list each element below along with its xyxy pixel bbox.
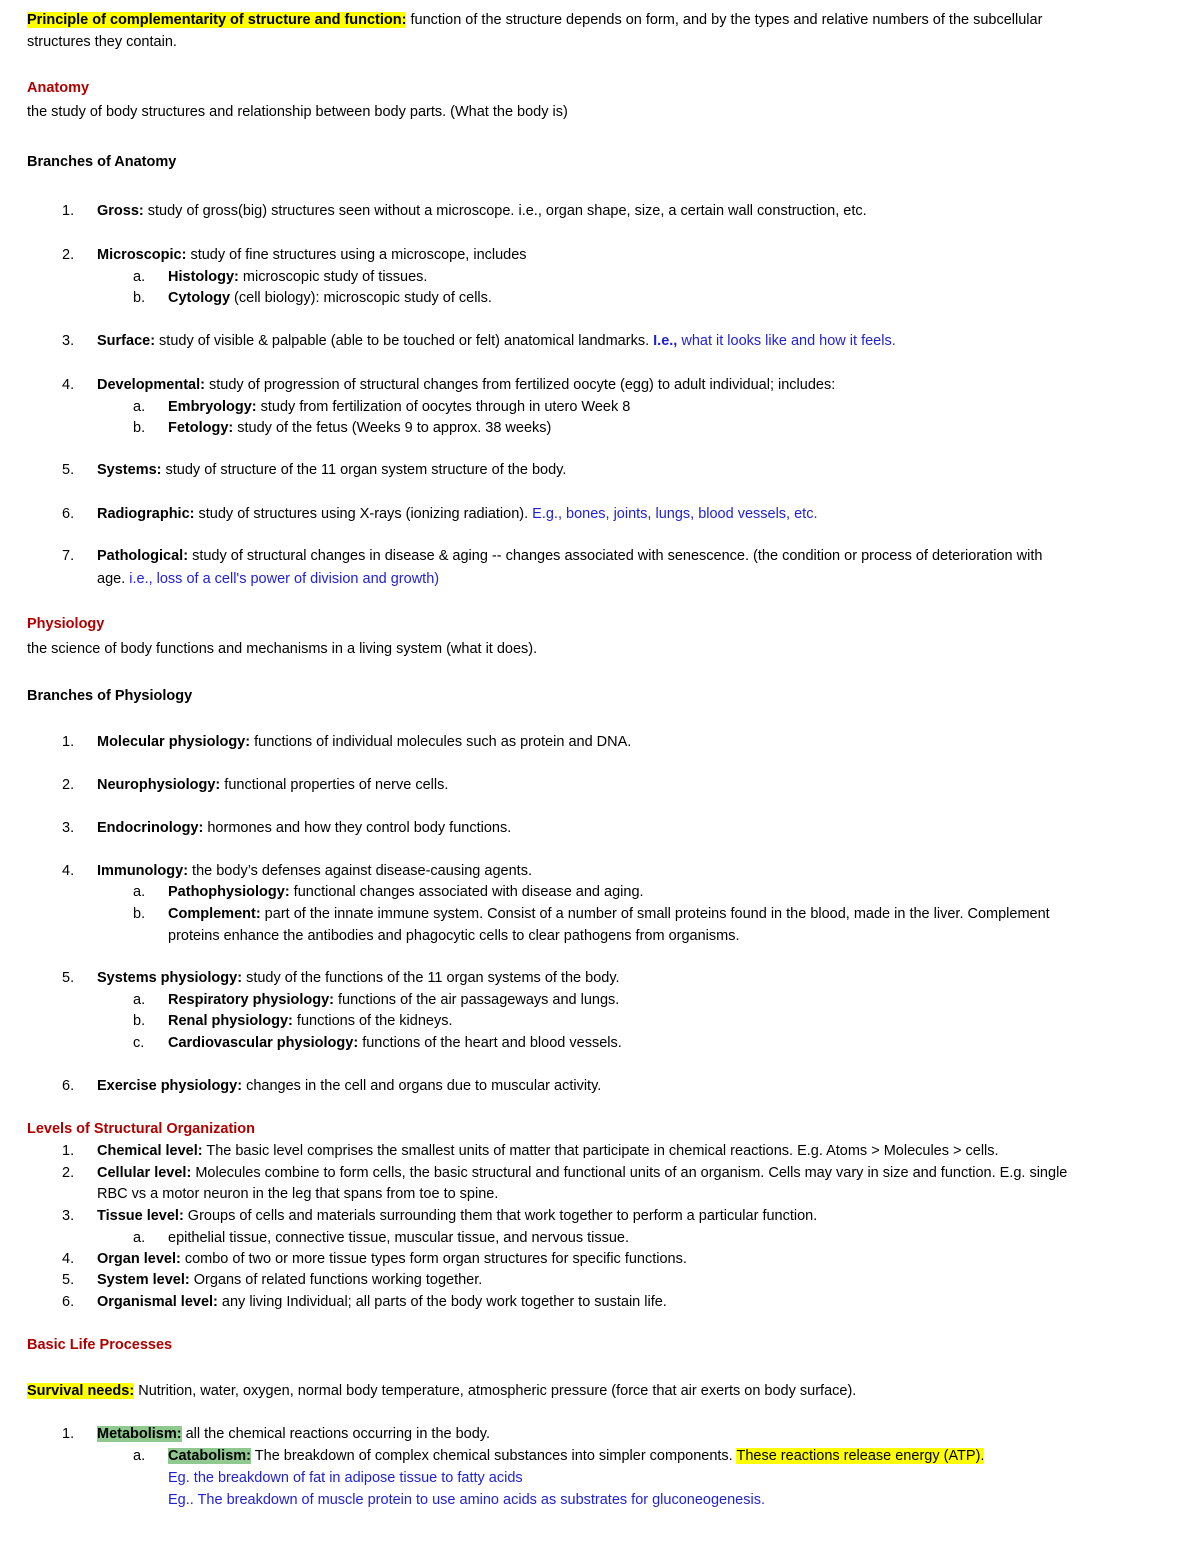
principle-line-2: structures they contain. bbox=[27, 34, 177, 50]
item-term: Microscopic: bbox=[97, 247, 187, 263]
item-term: Organ level: bbox=[97, 1251, 181, 1267]
list-item bbox=[97, 1424, 490, 1444]
item-text: study of the fetus (Weeks 9 to approx. 38 weeks) bbox=[233, 420, 552, 436]
list-item bbox=[97, 1141, 999, 1161]
item-term: Respiratory physiology: bbox=[168, 992, 334, 1008]
item-text: the body’s defenses against disease-causing agents. bbox=[188, 863, 532, 879]
list-number: 1. bbox=[62, 1426, 75, 1442]
item-term: Histology: bbox=[168, 269, 239, 285]
list-item bbox=[97, 732, 631, 752]
list-number: 5. bbox=[62, 970, 75, 986]
item-term: Pathological: bbox=[97, 548, 189, 564]
item-text: any living Individual; all parts of the body work together to sustain life. bbox=[217, 1294, 667, 1310]
item-term: Renal physiology: bbox=[168, 1013, 293, 1029]
sub-letter: a. bbox=[133, 399, 146, 415]
sub-item bbox=[168, 288, 492, 308]
sub-letter: b. bbox=[133, 906, 146, 922]
item-term: Cytology bbox=[168, 290, 231, 306]
item-text: The breakdown of complex chemical substances into simpler components. bbox=[251, 1448, 737, 1464]
item-term: Surface: bbox=[97, 333, 156, 349]
sub-item bbox=[168, 1011, 452, 1031]
list-item bbox=[97, 775, 448, 795]
survival-needs bbox=[27, 1381, 856, 1401]
item-text: Organs of related functions working together. bbox=[189, 1272, 483, 1288]
sub-letter: a. bbox=[133, 1230, 146, 1246]
item-term: Organismal level: bbox=[97, 1294, 218, 1310]
life-heading: Basic Life Processes bbox=[27, 1337, 173, 1353]
item-extra-term: I.e., bbox=[653, 333, 678, 349]
list-item-continued: RBC vs a motor neuron in the leg that spans from toe to spine. bbox=[97, 1186, 499, 1202]
list-number: 1. bbox=[62, 734, 75, 750]
item-term: Radiographic: bbox=[97, 506, 195, 522]
item-term: Catabolism: bbox=[168, 1448, 251, 1464]
item-text: functional changes associated with disease and aging. bbox=[289, 884, 644, 900]
list-item bbox=[97, 968, 620, 988]
item-text: Molecules combine to form cells, the basic structural and functional units of an organism. Cells may vary in size and function. E.g. single bbox=[191, 1165, 1068, 1181]
list-number: 1. bbox=[62, 203, 75, 219]
item-text: study of gross(big) structures seen without a microscope. i.e., organ shape, size, a certain wall construction, etc. bbox=[143, 203, 867, 219]
item-text: microscopic study of tissues. bbox=[238, 269, 428, 285]
list-item bbox=[97, 460, 566, 480]
item-text: age. bbox=[97, 571, 130, 587]
item-extra: what it looks like and how it feels. bbox=[677, 333, 896, 349]
item-term: Systems physiology: bbox=[97, 970, 243, 986]
levels-heading: Levels of Structural Organization bbox=[27, 1121, 256, 1137]
list-number: 6. bbox=[62, 1294, 75, 1310]
sub-item bbox=[168, 882, 644, 902]
item-term: Embryology: bbox=[168, 399, 257, 415]
list-number: 4. bbox=[62, 863, 75, 879]
item-term: Endocrinology: bbox=[97, 820, 204, 836]
sub-letter: c. bbox=[133, 1035, 145, 1051]
physiology-definition: the science of body functions and mechanisms in a living system (what it does). bbox=[27, 641, 538, 657]
item-text: part of the innate immune system. Consist of a number of small proteins found in the blood, made in the liver. Complement bbox=[260, 906, 1050, 922]
item-text: Groups of cells and materials surrounding them that work together to perform a particular function. bbox=[183, 1208, 818, 1224]
sub-letter: a. bbox=[133, 269, 146, 285]
item-text: functions of the heart and blood vessels. bbox=[358, 1035, 622, 1051]
principle-term: Principle of complementarity of structure and function: bbox=[27, 12, 407, 28]
item-term: Cardiovascular physiology: bbox=[168, 1035, 359, 1051]
item-text: study of visible & palpable (able to be touched or felt) anatomical landmarks. bbox=[155, 333, 654, 349]
item-highlight: These reactions release energy (ATP). bbox=[736, 1448, 985, 1464]
sub-letter: b. bbox=[133, 420, 146, 436]
list-item-continued bbox=[97, 569, 439, 589]
sub-letter: b. bbox=[133, 290, 146, 306]
anatomy-definition: the study of body structures and relationship between body parts. (What the body is) bbox=[27, 104, 568, 120]
list-item bbox=[97, 1163, 1067, 1183]
list-number: 7. bbox=[62, 548, 75, 564]
list-number: 3. bbox=[62, 1208, 75, 1224]
item-text: (cell biology): microscopic study of cells. bbox=[230, 290, 492, 306]
item-text: The basic level comprises the smallest units of matter that participate in chemical reactions. E.g. Atoms > Molecules > cells. bbox=[202, 1143, 999, 1159]
survival-term: Survival needs: bbox=[27, 1383, 135, 1399]
item-term: System level: bbox=[97, 1272, 190, 1288]
list-item bbox=[97, 1249, 687, 1269]
sub-item bbox=[168, 1033, 622, 1053]
item-text: study of structure of the 11 organ system structure of the body. bbox=[161, 462, 567, 478]
example-line: Eg.. The breakdown of muscle protein to use amino acids as substrates for gluconeogenesis. bbox=[168, 1492, 765, 1508]
item-term: Metabolism: bbox=[97, 1426, 182, 1442]
sub-letter: a. bbox=[133, 884, 146, 900]
principle-text: function of the structure depends on form, and by the types and relative numbers of the subcellular bbox=[406, 12, 1043, 28]
list-item bbox=[97, 331, 896, 351]
list-item bbox=[97, 861, 532, 881]
sub-item bbox=[168, 904, 1050, 924]
sub-letter: a. bbox=[133, 1448, 146, 1464]
item-term: Molecular physiology: bbox=[97, 734, 251, 750]
item-text: functions of individual molecules such as protein and DNA. bbox=[250, 734, 632, 750]
list-number: 3. bbox=[62, 820, 75, 836]
physiology-heading: Physiology bbox=[27, 616, 105, 632]
item-extra: i.e., loss of a cell's power of division and growth) bbox=[129, 571, 440, 587]
sub-item bbox=[168, 267, 427, 287]
sub-item-continued: proteins enhance the antibodies and phagocytic cells to clear pathogens from organisms. bbox=[168, 928, 740, 944]
list-number: 6. bbox=[62, 506, 75, 522]
item-text: functional properties of nerve cells. bbox=[220, 777, 449, 793]
item-term: Fetology: bbox=[168, 420, 234, 436]
list-number: 6. bbox=[62, 1078, 75, 1094]
item-term: Developmental: bbox=[97, 377, 205, 393]
list-number: 5. bbox=[62, 462, 75, 478]
item-term: Pathophysiology: bbox=[168, 884, 290, 900]
item-text: study of progression of structural changes from fertilized oocyte (egg) to adult individual; includes: bbox=[204, 377, 836, 393]
item-term: Complement: bbox=[168, 906, 261, 922]
item-text: functions of the air passageways and lungs. bbox=[333, 992, 620, 1008]
list-number: 2. bbox=[62, 247, 75, 263]
item-term: Exercise physiology: bbox=[97, 1078, 243, 1094]
list-item bbox=[97, 201, 867, 221]
item-text: study from fertilization of oocytes through in utero Week 8 bbox=[256, 399, 631, 415]
item-text: functions of the kidneys. bbox=[292, 1013, 453, 1029]
physiology-branches-heading: Branches of Physiology bbox=[27, 688, 193, 704]
sub-letter: b. bbox=[133, 1013, 146, 1029]
list-number: 2. bbox=[62, 1165, 75, 1181]
item-text: study of the functions of the 11 organ systems of the body. bbox=[242, 970, 620, 986]
list-number: 2. bbox=[62, 777, 75, 793]
example-line: Eg. the breakdown of fat in adipose tissue to fatty acids bbox=[168, 1470, 523, 1486]
list-item bbox=[97, 546, 1042, 566]
sub-item bbox=[168, 418, 551, 438]
list-item bbox=[97, 245, 527, 265]
list-item bbox=[97, 1076, 601, 1096]
list-item bbox=[97, 1292, 667, 1312]
list-number: 4. bbox=[62, 1251, 75, 1267]
item-text: combo of two or more tissue types form organ structures for specific functions. bbox=[180, 1251, 687, 1267]
principle-line-1 bbox=[27, 10, 1042, 30]
item-term: Immunology: bbox=[97, 863, 189, 879]
list-number: 3. bbox=[62, 333, 75, 349]
anatomy-branches-heading: Branches of Anatomy bbox=[27, 154, 177, 170]
list-number: 5. bbox=[62, 1272, 75, 1288]
list-item bbox=[97, 1206, 817, 1226]
sub-item bbox=[168, 1446, 984, 1466]
survival-text: Nutrition, water, oxygen, normal body temperature, atmospheric pressure (force that air exerts on body surface). bbox=[134, 1383, 857, 1399]
item-extra: E.g., bones, joints, lungs, blood vessels, etc. bbox=[532, 506, 818, 522]
item-text: hormones and how they control body functions. bbox=[203, 820, 512, 836]
item-text: changes in the cell and organs due to muscular activity. bbox=[242, 1078, 602, 1094]
item-term: Tissue level: bbox=[97, 1208, 184, 1224]
item-text: study of fine structures using a microscope, includes bbox=[186, 247, 527, 263]
item-term: Neurophysiology: bbox=[97, 777, 221, 793]
anatomy-heading: Anatomy bbox=[27, 80, 90, 96]
item-term: Gross: bbox=[97, 203, 144, 219]
sub-item bbox=[168, 990, 619, 1010]
item-term: Systems: bbox=[97, 462, 162, 478]
item-term: Chemical level: bbox=[97, 1143, 203, 1159]
list-item bbox=[97, 1270, 482, 1290]
list-item bbox=[97, 504, 817, 524]
list-number: 4. bbox=[62, 377, 75, 393]
list-item bbox=[97, 818, 511, 838]
item-text: all the chemical reactions occurring in the body. bbox=[181, 1426, 491, 1442]
item-text: study of structures using X-rays (ionizing radiation). bbox=[194, 506, 533, 522]
item-term: Cellular level: bbox=[97, 1165, 192, 1181]
item-text: study of structural changes in disease & aging -- changes associated with senescence. (the condition or process of deterioration with bbox=[188, 548, 1043, 564]
sub-letter: a. bbox=[133, 992, 146, 1008]
sub-item: epithelial tissue, connective tissue, muscular tissue, and nervous tissue. bbox=[168, 1230, 630, 1246]
sub-item bbox=[168, 397, 630, 417]
list-number: 1. bbox=[62, 1143, 75, 1159]
list-item bbox=[97, 375, 835, 395]
